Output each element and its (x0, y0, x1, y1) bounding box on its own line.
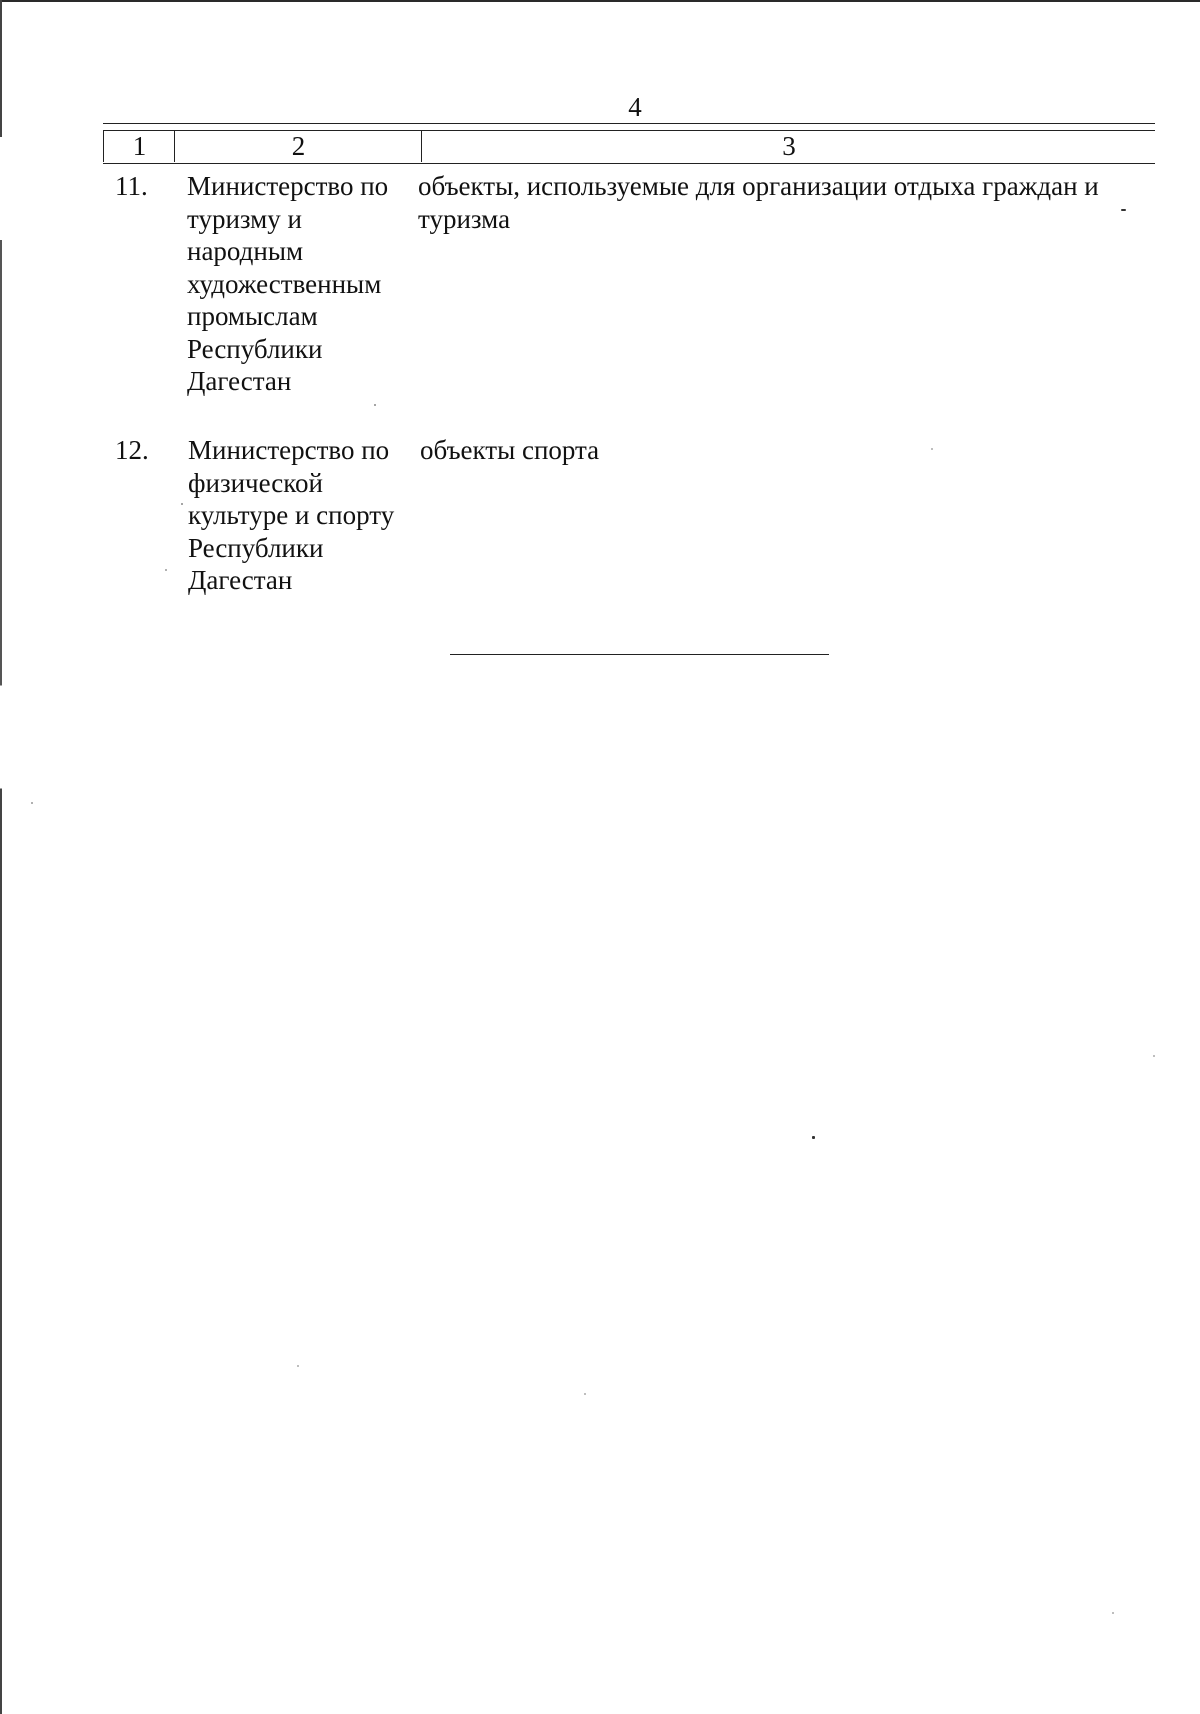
row-objects: объекты спорта (420, 435, 600, 465)
row-number: 12. (115, 435, 149, 465)
table-header-cell-1: 1 (103, 131, 175, 162)
table-header-row (103, 130, 1155, 164)
scan-speck (1112, 1612, 1114, 1614)
scan-speck (931, 448, 933, 450)
page-number: 4 (628, 92, 642, 122)
end-of-document-rule (450, 654, 829, 655)
scan-speck (812, 1136, 815, 1139)
scan-speck (374, 404, 376, 406)
scan-speck (584, 1393, 586, 1395)
table-top-rule (103, 123, 1155, 124)
scan-edge-left (0, 0, 2, 1714)
table-header-cell-3: 3 (421, 131, 1156, 162)
row-organization: Министерство по туризму и народным художественным промыслам Республики Дагестан (187, 171, 389, 396)
row-objects: объекты, используемые для организации отдыха граждан и туризма (418, 171, 1099, 234)
scan-speck (1121, 209, 1126, 211)
scan-speck (1153, 1055, 1155, 1057)
scan-speck (181, 503, 183, 505)
scan-speck (297, 1365, 299, 1367)
row-organization: Министерство по физической культуре и спорту Республики Дагестан (188, 435, 395, 595)
table-header-cell-2: 2 (174, 131, 422, 162)
scan-speck (165, 569, 167, 571)
scan-speck (31, 802, 33, 804)
scan-edge-top (0, 0, 1200, 2)
row-number: 11. (115, 171, 148, 201)
